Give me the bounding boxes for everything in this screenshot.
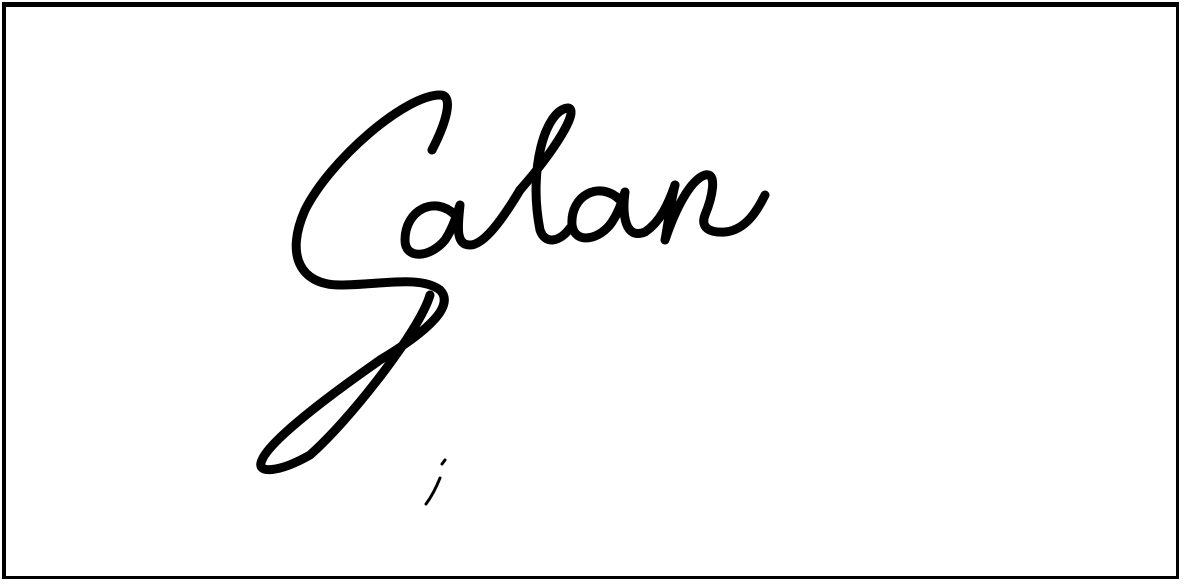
signature-stroke-a2 [572, 185, 675, 238]
stray-ink-mark [426, 460, 445, 504]
signature-stroke-n [665, 175, 765, 240]
signature-stroke-a1 [405, 190, 520, 254]
signature-stroke-g [261, 95, 448, 470]
signature-stroke-l [520, 108, 571, 240]
